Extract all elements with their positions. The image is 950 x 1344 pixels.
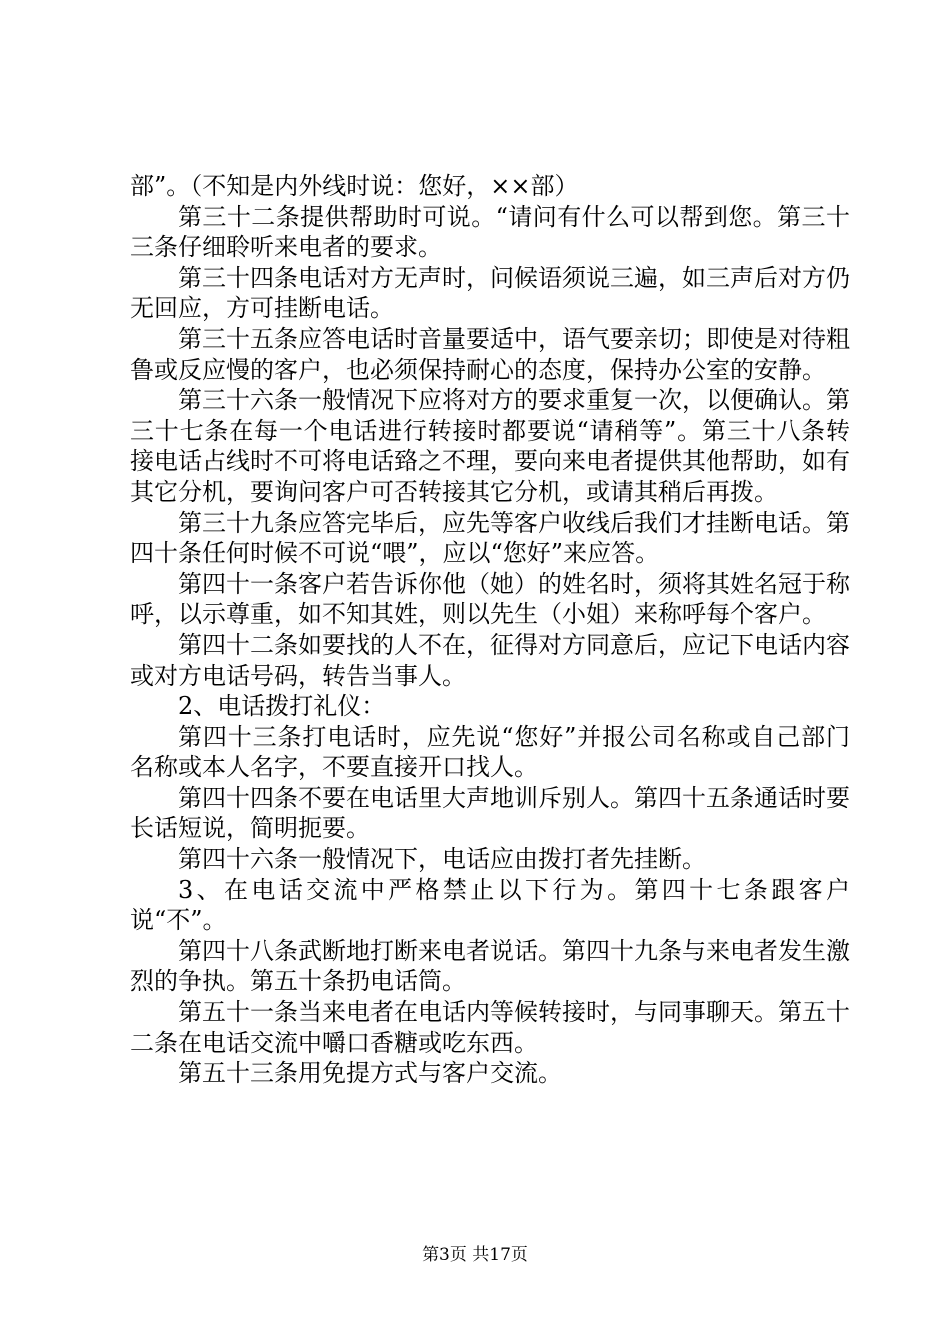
section-heading-prohibited: 3、在电话交流中严格禁止以下行为。第四十七条跟客户说“不”。 xyxy=(130,875,850,935)
paragraph-3: 第三十四条电话对方无声时，问候语须说三遍，如三声后对方仍无回应，方可挂断电话。 xyxy=(130,263,850,323)
paragraph-15: 第五十一条当来电者在电话内等候转接时，与同事聊天。第五十二条在电话交流中嚼口香糖或吃东西。 xyxy=(130,998,850,1057)
paragraph-11: 第四十四条不要在电话里大声地训斥别人。第四十五条通话时要长话短说，简明扼要。 xyxy=(130,783,850,843)
paragraph-6: 第三十九条应答完毕后，应先等客户收线后我们才挂断电话。第四十条任何时候不可说“喂”，应以“您好”来应答。 xyxy=(130,508,850,568)
paragraph-5: 第三十六条一般情况下应将对方的要求重复一次，以便确认。第三十七条在每一个电话进行转接时都要说“请稍等”。第三十八条转接电话占线时不可将电话臵之不理，要向来电者提供其他帮助，如有其它分机，要询问客户可否转接其它分机，或请其稍后再拨。 xyxy=(130,386,850,506)
page-footer xyxy=(0,1244,950,1266)
paragraph-8: 第四十二条如要找的人不在，征得对方同意后，应记下电话内容或对方电话号码，转告当事人。 xyxy=(130,630,850,690)
paragraph-12: 第四十六条一般情况下，电话应由拨打者先挂断。 xyxy=(178,845,706,874)
paragraph-7: 第四十一条客户若告诉你他（她）的姓名时，须将其姓名冠于称呼，以示尊重，如不知其姓，则以先生（小姐）来称呼每个客户。 xyxy=(130,569,850,629)
paragraph-1: 部”。（不知是内外线时说：您好，××部） xyxy=(130,172,579,200)
paragraph-16: 第五十三条用免提方式与客户交流。 xyxy=(178,1059,562,1088)
paragraph-4: 第三十五条应答电话时音量要适中，语气要亲切；即使是对待粗鲁或反应慢的客户，也必须保持耐心的态度，保持办公室的安静。 xyxy=(130,324,850,384)
page-number-label: 第3页 共17页 xyxy=(422,1245,528,1265)
document-body xyxy=(130,171,850,1089)
paragraph-14: 第四十八条武断地打断来电者说话。第四十九条与来电者发生激烈的争执。第五十条扔电话筒。 xyxy=(130,936,850,996)
section-heading-phone-calling: 2、电话拨打礼仪： xyxy=(178,692,386,721)
paragraph-2: 第三十二条提供帮助时可说。“请问有什么可以帮到您。第三十三条仔细聆听来电者的要求。 xyxy=(130,202,850,262)
paragraph-10: 第四十三条打电话时，应先说“您好”并报公司名称或自己部门名称或本人名字，不要直接开口找人。 xyxy=(130,722,850,782)
